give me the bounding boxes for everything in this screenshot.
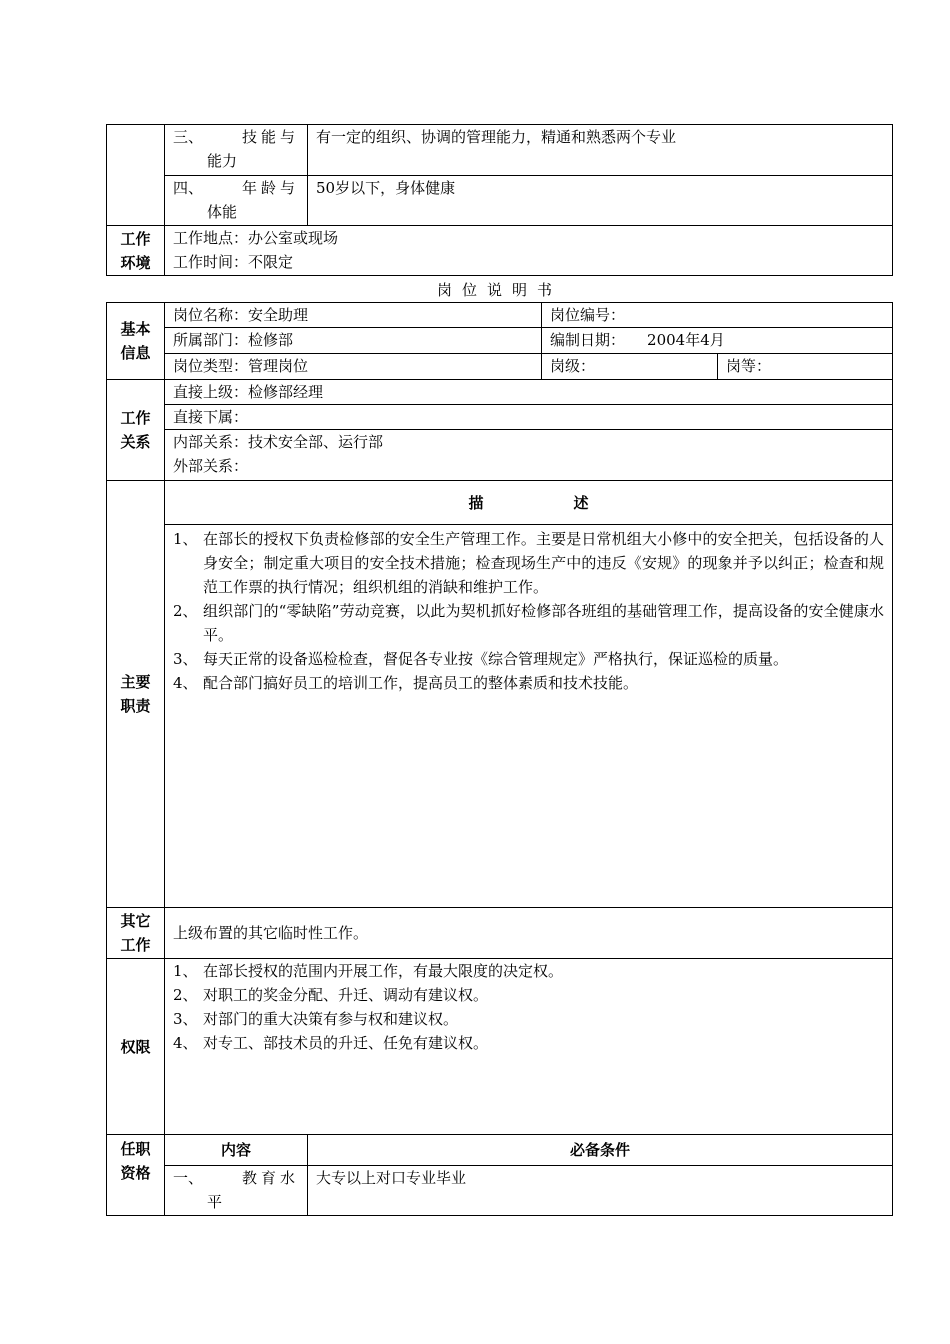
duty-item (173, 527, 884, 599)
authority-num: 3、 (173, 1010, 198, 1028)
basic-header-a: 基本 (120, 320, 151, 338)
duties-header (107, 481, 165, 908)
authority-text: 对部门的重大决策有参与权和建议权。 (203, 1010, 459, 1028)
job-date-value: 2004年4月 (647, 331, 725, 349)
authority-num: 4、 (173, 1034, 198, 1052)
authority-item (173, 1031, 884, 1055)
authority-item (173, 1007, 884, 1031)
duty-text: 配合部门搞好员工的培训工作，提高员工的整体素质和技术技能。 (203, 674, 639, 692)
duty-num: 2、 (173, 602, 198, 620)
duty-item (173, 599, 884, 647)
duties-header-a: 主要 (120, 673, 151, 691)
authority-num: 1、 (173, 962, 198, 980)
work-time: 工作时间：不限定 (173, 253, 294, 271)
qualification-header (107, 1135, 165, 1216)
job-code: 岗位编号： (542, 303, 893, 328)
edu-label-b: 平 (207, 1193, 223, 1211)
authority-item (173, 959, 884, 983)
basic-header-b: 信息 (120, 344, 151, 362)
relations-header-a: 工作 (120, 409, 151, 427)
relations-header-b: 关系 (120, 433, 151, 451)
other-header (107, 908, 165, 959)
other-header-a: 其它 (120, 912, 151, 930)
env-cell (165, 226, 893, 276)
col-required-header: 必备条件 (308, 1135, 893, 1166)
env-header (107, 226, 165, 276)
env-header-b: 环境 (120, 253, 151, 272)
env-header-a: 工作 (120, 229, 151, 248)
age-label-a: 年龄与 (241, 179, 299, 197)
age-label-cell (165, 176, 308, 226)
skill-num: 三、 (173, 128, 204, 146)
duties-desc-heading (165, 481, 893, 525)
doc-title: 岗位说明书 (436, 281, 562, 299)
col-content-header: 内容 (165, 1135, 308, 1166)
duty-text: 组织部门的“零缺陷”劳动竞赛，以此为契机抓好检修部各班组的基础管理工作，提高设备的安全健康水平。 (203, 602, 884, 644)
skill-label-b: 能力 (207, 152, 238, 170)
external-relations: 外部关系： (173, 457, 249, 475)
direct-subordinate: 直接下属： (165, 405, 893, 430)
duties-header-b: 职责 (120, 697, 151, 715)
authority-num: 2、 (173, 986, 198, 1004)
duty-item (173, 671, 884, 695)
edu-label-cell (165, 1166, 308, 1216)
top-table (106, 124, 893, 276)
duty-text: 在部长的授权下负责检修部的安全生产管理工作。主要是日常机组大小修中的安全把关，包括设备的人身安全；制定重大项目的安全技术措施；检查现场生产中的违反《安规》的现象并予以纠正；检查和规范工作票的执行情况；组织机组的消缺和维护工作。 (203, 530, 884, 596)
job-type: 岗位类型：管理岗位 (165, 354, 542, 380)
authority-text: 对专工、部技术员的升迁、任免有建议权。 (203, 1034, 489, 1052)
basic-header (107, 303, 165, 380)
duty-item (173, 647, 884, 671)
duty-num: 3、 (173, 650, 198, 668)
job-date-cell (542, 328, 893, 354)
duty-text: 每天正常的设备巡检检查，督促各专业按《综合管理规定》严格执行，保证巡检的质量。 (203, 650, 789, 668)
authority-text: 对职工的奖金分配、升迁、调动有建议权。 (203, 986, 489, 1004)
job-name: 岗位名称：安全助理 (165, 303, 542, 328)
desc-char-b: 述 (573, 493, 589, 512)
age-label-b: 体能 (207, 203, 238, 221)
relations-cell (165, 430, 893, 481)
age-num: 四、 (173, 179, 204, 197)
other-header-b: 工作 (120, 936, 151, 954)
duty-num: 1、 (173, 530, 198, 548)
edu-label-a: 教育水 (241, 1169, 299, 1187)
work-place: 工作地点：办公室或现场 (173, 229, 339, 247)
skill-label-a: 技能与 (241, 128, 299, 146)
job-dept: 所属部门：检修部 (165, 328, 542, 354)
internal-relations: 内部关系：技术安全部、运行部 (173, 433, 384, 451)
duty-num: 4、 (173, 674, 198, 692)
qualification-header-b: 资格 (120, 1164, 151, 1182)
duties-list (165, 525, 893, 908)
qualification-header-a: 任职 (120, 1140, 151, 1158)
authority-list (165, 959, 893, 1135)
authority-text: 在部长授权的范围内开展工作，有最大限度的决定权。 (203, 962, 564, 980)
empty-header-cell (107, 125, 165, 226)
authority-item (173, 983, 884, 1007)
age-value: 50岁以下，身体健康 (308, 176, 893, 226)
job-grade: 岗等： (718, 354, 893, 380)
edu-num: 一、 (173, 1169, 204, 1187)
edu-value: 大专以上对口专业毕业 (308, 1166, 893, 1216)
direct-superior: 直接上级：检修部经理 (165, 380, 893, 405)
relations-header (107, 380, 165, 481)
skill-value: 有一定的组织、协调的管理能力，精通和熟悉两个专业 (308, 125, 893, 176)
job-table (106, 302, 893, 1216)
skill-label-cell (165, 125, 308, 176)
other-text: 上级布置的其它临时性工作。 (165, 908, 893, 959)
authority-header: 权限 (107, 959, 165, 1135)
desc-char-a: 描 (468, 493, 484, 512)
job-date-label: 编制日期： (550, 331, 626, 349)
job-level: 岗级： (542, 354, 718, 380)
